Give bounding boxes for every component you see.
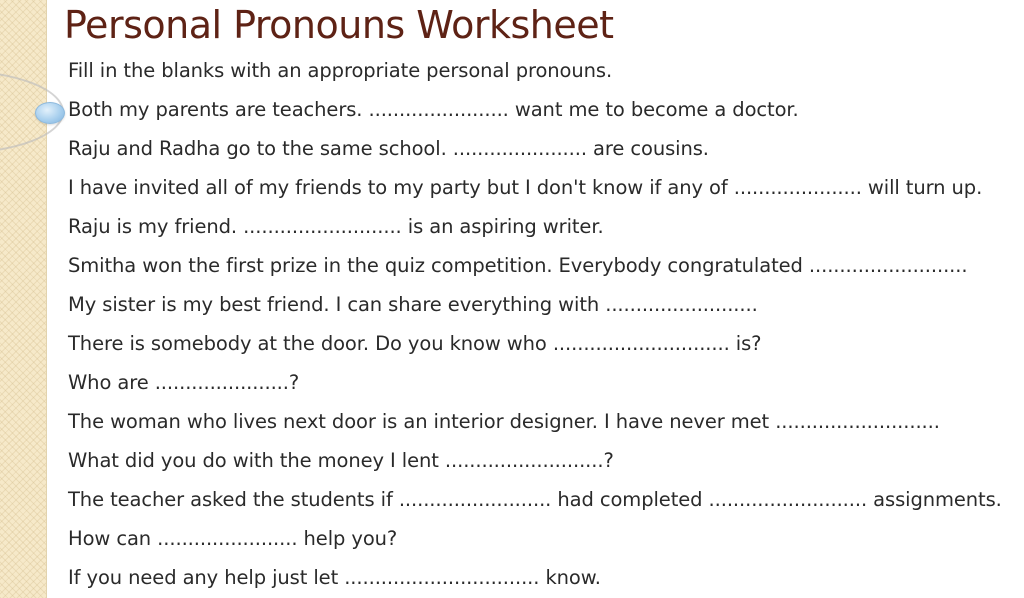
exercise-line-8: Who are ......................? xyxy=(68,371,300,394)
exercise-line-6: My sister is my best friend. I can share everything with ......................... xyxy=(68,293,758,316)
page-title: Personal Pronouns Worksheet xyxy=(64,3,614,47)
exercise-line-1: Both my parents are teachers. ....................... want me to become a doctor. xyxy=(68,98,799,121)
exercise-line-5: Smitha won the first prize in the quiz competition. Everybody congratulated .......................... xyxy=(68,254,968,277)
decorative-bubble-icon xyxy=(35,102,65,124)
instruction-line: Fill in the blanks with an appropriate personal pronouns. xyxy=(68,59,613,82)
exercise-line-4: Raju is my friend. .......................... is an aspiring writer. xyxy=(68,215,604,238)
worksheet-lines xyxy=(68,54,1002,598)
exercise-line-11: The teacher asked the students if ......................... had completed .......................... assignments. xyxy=(68,488,1002,511)
exercise-line-9: The woman who lives next door is an interior designer. I have never met ........................... xyxy=(68,410,940,433)
exercise-line-7: There is somebody at the door. Do you know who ............................. is? xyxy=(68,332,762,355)
exercise-line-13: If you need any help just let ................................ know. xyxy=(68,566,601,589)
exercise-line-2: Raju and Radha go to the same school. ...................... are cousins. xyxy=(68,137,709,160)
exercise-line-10: What did you do with the money I lent ..........................? xyxy=(68,449,614,472)
exercise-line-3: I have invited all of my friends to my party but I don't know if any of ..................... will turn up. xyxy=(68,176,983,199)
exercise-line-12: How can ....................... help you? xyxy=(68,527,398,550)
